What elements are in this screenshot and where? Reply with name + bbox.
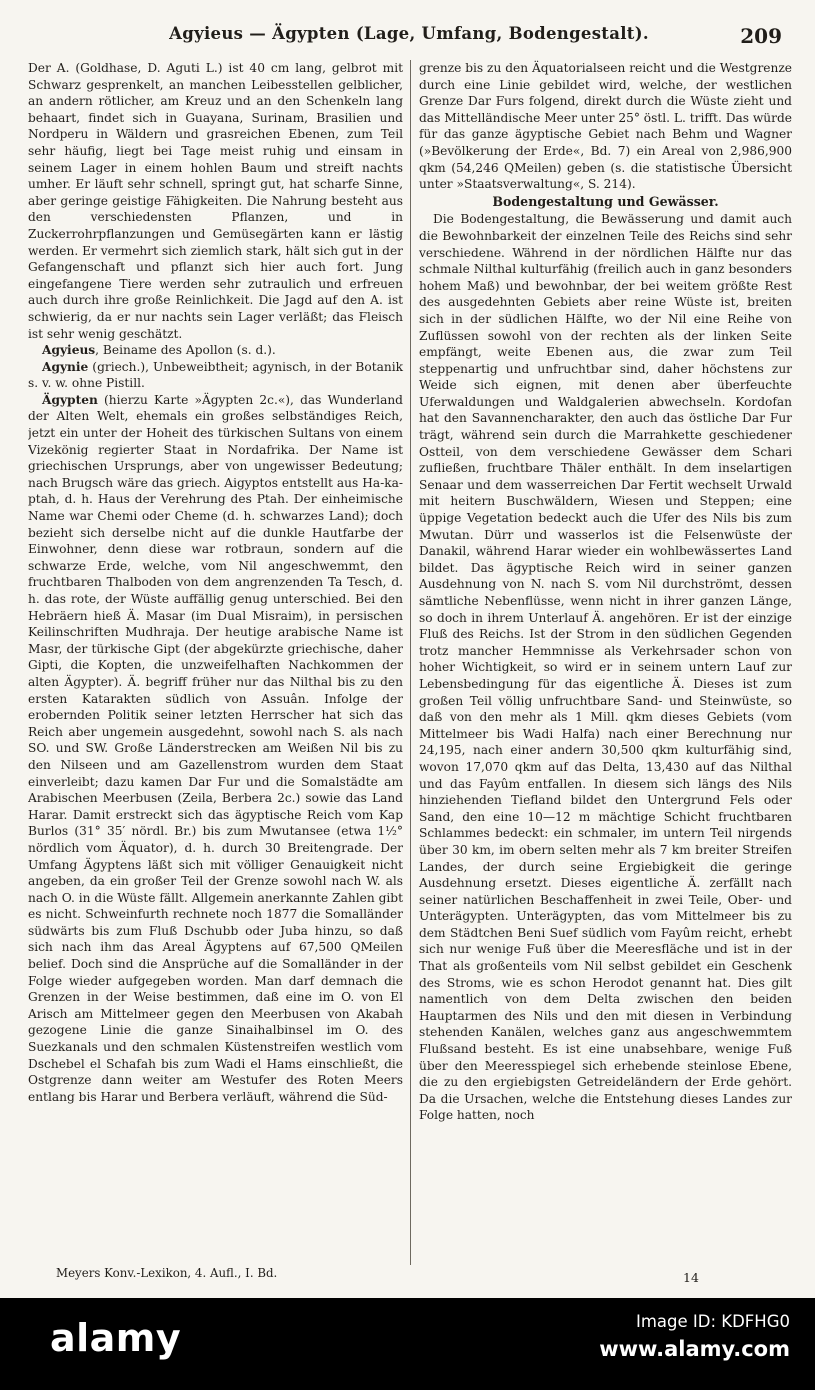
alamy-logo: alamy (50, 1316, 182, 1360)
page-number: 209 (740, 24, 782, 48)
entry-text: (hierzu Karte »Ägypten 2c.«), das Wunderland der Alten Welt, ehemals ein großes selbständiges Reich, jetzt ein unter der Hoheit des türkischen Sultans von einem Vizekönig regierter Staat in Nordafrika. Der Name ist griechischen Ursprungs, aber von ungewisser Bedeutung; nach Brugsch wäre das griech. Aigyptos entstellt aus Ha-ka-ptah, d. h. Haus der Verehrung des Ptah. Der einheimische Name war Chemi oder Cheme (d. h. schwarzes Land); doch bezieht sich derselbe nicht auf die dunkle Hautfarbe der Einwohner, denn diese war rotbraun, sondern auf die schwarze Erde, welche, vom Nil angeschwemmt, den fruchtbaren Thalboden von dem angrenzenden Ta Tesch, d. h. das rote, der Wüste auffällig genug unterschied. Bei den Hebräern hieß Ä. Masar (im Dual Misraim), in persischen Keilinschriften Mudhraja. Der heutige arabische Name ist Masr, der türkische Gipt (der abgekürzte griechische, daher Gipti, die Kopten, die unzweifelhaften Nachkommen der alten Ägypter). Ä. begriff früher nur das Nilthal bis zu den ersten Katarakten südlich von Assuân. Infolge der erobernden Politik seiner letzten Herrscher hat sich das Reich aber ungemein ausgedehnt, sowohl nach S. als nach SO. und SW. Große Länderstrecken am Weißen Nil bis zu den Nilseen und am Gazellenstrom wurden dem Staat einverleibt; dazu kamen Dar Fur und die Somalstädte am Arabischen Meerbusen (Zeila, Berbera 2c.) sowie das Land Harar. Damit erstreckt sich das ägyptische Reich vom Kap Burlos (31° 35′ nördl. Br.) bis zum Mwutansee (etwa 1½° nördlich vom Äquator), d. h. durch 30 Breitengrade. Der Umfang Ägyptens läßt sich mit völliger Genauigkeit nicht angeben, da ein großer Teil der Grenze sowohl nach W. als nach O. in die Wüste fällt. Allgemein anerkannte Zahlen gibt es nicht. Schweinfurth rechnete noch 1877 die Somalländer südwärts bis zum Fluß Dschubb oder Juba hinzu, so daß sich nach ihm das Areal Ägyptens auf 67,500 QMeilen belief. Doch sind die Ansprüche auf die Somalländer in der Folge wieder aufgegeben worden. Man darf demnach die Grenzen in der Weise bestimmen, daß eine im O. von El Arisch am Mittelmeer gegen den Meerbusen von Akabah gezogene Linie die ganze Sinaihalbinsel im O. des Suezkanals und den schmalen Küstenstreifen westlich vom Dschebel el Schafah bis zum Wadi el Hams einschließt, die Ostgrenze dann weiter am Westufer des Roten Meers entlang bis Harar und Berbera verläuft, während die Süd- (28, 392, 403, 1104)
paragraph-border-continuation (419, 60, 792, 193)
sheet-number: 14 (683, 1270, 699, 1285)
page-title: Agyieus — Ägypten (Lage, Umfang, Bodengestalt). (169, 24, 649, 43)
entry-agynie (28, 359, 403, 392)
running-head (28, 24, 790, 54)
alamy-url: www.alamy.com (599, 1337, 790, 1361)
entry-aegypten (28, 392, 403, 1106)
entry-term: Agynie (42, 359, 89, 374)
entry-term: Ägypten (42, 392, 98, 407)
entry-agyieus (28, 342, 403, 359)
entry-text: (griech.), Unbeweibtheit; agynisch, in der Botanik s. v. w. ohne Pistill. (28, 359, 403, 391)
left-column (28, 60, 410, 1265)
paragraph-text: Der A. (Goldhase, D. Aguti L.) ist 40 cm lang, gelbrot mit Schwarz gesprenkelt, an manchen Leibesstellen gelblicher, an andern rötlicher, am Kreuz und an den Schenkeln lang behaart, findet sich in Guayana, Surinam, Brasilien und Nordperu in Wäldern und grasreichen Ebenen, zum Teil sehr häufig, liegt bei Tage meist ruhig und einsam in seinem Lager in einem hohlen Baum und streift nachts umher. Er läuft sehr schnell, springt gut, hat scharfe Sinne, aber geringe geistige Fähigkeiten. Die Nahrung besteht aus den verschiedensten Pflanzen, und in Zuckerrohrpflanzungen und Gemüsegärten kann er lästig werden. Er vermehrt sich ziemlich stark, hält sich gut in der Gefangenschaft und pflanzt sich hier auch fort. Jung eingefangene Tiere werden sehr zutraulich und erfreuen auch durch ihre große Reinlichkeit. Die Jagd auf den A. ist schwierig, da er nur nachts sein Lager verläßt; das Fleisch ist sehr wenig geschätzt. (28, 61, 403, 341)
paragraph-bodengestaltung (419, 211, 792, 1124)
section-heading: Bodengestaltung und Gewässer. (492, 193, 719, 209)
paragraph-agouti-continuation (28, 60, 403, 342)
entry-text: , Beiname des Apollon (s. d.). (95, 343, 276, 358)
image-id-label: Image ID: KDFHG0 (635, 1312, 790, 1331)
paragraph-text: grenze bis zu den Äquatorialseen reicht und die Westgrenze durch eine Linie gebildet wird, welche, der westlichen Grenze Dar Furs folgend, direkt durch die Wüste zieht und das Mittelländische Meer unter 25° östl. L. trifft. Das würde für das ganze ägyptische Gebiet nach Behm und Wagner (»Bevölkerung der Erde«, Bd. 7) ein Areal von 2,986,900 qkm (54,246 QMeilen) geben (s. die statistische Übersicht unter »Staatsverwaltung«, S. 214). (419, 61, 792, 192)
watermark-bar (0, 1298, 815, 1390)
right-column (410, 60, 792, 1265)
text-columns (28, 60, 792, 1265)
entry-term: Agyieus (42, 343, 96, 358)
paragraph-text: Die Bodengestaltung, die Bewässerung und damit auch die Bewohnbarkeit der einzelnen Teile des Reichs sind sehr verschiedene. Während in der nördlichen Hälfte nur das schmale Nilthal kulturfähig (freilich auch in ganz besonders hohem Maß) und bewohnbar, der bei weitem größte Rest des ausgedehnten Gebiets aber reine Wüste ist, breiten sich in der südlichen Hälfte, wo der Nil eine Reihe von Zuflüssen sowohl von der rechten als der linken Seite empfängt, weite Ebenen aus, die zwar zum Teil steppenartig und unfruchtbar sind, daher höchstens zur Weide sich eignen, mit denen aber überfeuchte Uferwaldungen und Waldgalerien abwechseln. Kordofan hat den Savannencharakter, den auch das östliche Dar Fur trägt, während sein durch die Marrahkette geschiedener Ostteil, von dem verschiedene Gewässer dem Schari zufließen, fruchtbare Thäler enthält. In dem inselartigen Senaar und dem wasserreichen Dar Fertit wechselt Urwald mit heitern Buschwäldern, Wiesen und Steppen; eine üppige Vegetation bedeckt auch die Ufer des Nils bis zum Mwutan. Dürr und wasserlos ist die Felsenwüste der Danakil, während Harar wieder ein wohlbewässertes Land bildet. Das ägyptische Reich wird in seiner ganzen Ausdehnung von N. nach S. vom Nil durchströmt, dessen sämtliche Nebenflüsse, wenn nicht in ihrer ganzen Länge, so doch in ihrem Unterlauf Ä. angehören. Er ist der einzige Fluß des Reichs. Ist der Strom in den südlichen Gegenden trotz mancher Hemmnisse als Verkehrsader schon von hoher Wichtigkeit, so wird er in seinem untern Lauf zur Lebensbedingung für das eigentliche Ä. Dieses ist zum großen Teil völlig unfruchtbare Sand- und Steinwüste, so daß von den mehr als 1 Mill. qkm dieses Gebiets (vom Mittelmeer bis Wadi Halfa) nach einer Berechnung nur 24,195, nach einer andern 30,500 qkm kulturfähig sind, wovon 17,070 qkm auf das Delta, 13,430 auf das Nilthal und das Fayûm entfallen. In diesem sich längs des Nils hinziehenden Tiefland bildet den Untergrund Fels oder Sand, den eine 10—12 m mächtige Schicht fruchtbaren Schlammes bedeckt: ein schmaler, im untern Teil nirgends über 30 km, im obern selten mehr als 7 km breiter Streifen Landes, der durch seine Ergiebigkeit die geringe Ausdehnung ersetzt. Dieses eigentliche Ä. zerfällt nach seiner natürlichen Beschaffenheit in zwei Teile, Ober- und Unterägypten. Unterägypten, das vom Mittelmeer bis zu dem Städtchen Beni Suef südlich vom Fayûm reicht, erhebt sich nur wenige Fuß über die Meeresfläche und ist in der That als großenteils vom Nil selbst gebildet ein Geschenk des Stroms, wie es schon Herodot genannt hat. Dies gilt namentlich von dem Delta zwischen den beiden Hauptarmen des Nils und den mit diesen in Verbindung stehenden Kanälen, welches ganz aus angeschwemmtem Flußsand besteht. Es ist eine unabsehbare, wenige Fuß über den Meeresspiegel sich erhebende steinlose Ebene, die zu den ergiebigsten Getreideländern der Erde gehört. Da die Ursachen, welche die Entstehung dieses Landes zur Folge hatten, noch (419, 212, 792, 1123)
watermark-info (599, 1312, 790, 1361)
volume-footnote: Meyers Konv.-Lexikon, 4. Aufl., I. Bd. (56, 1266, 278, 1280)
